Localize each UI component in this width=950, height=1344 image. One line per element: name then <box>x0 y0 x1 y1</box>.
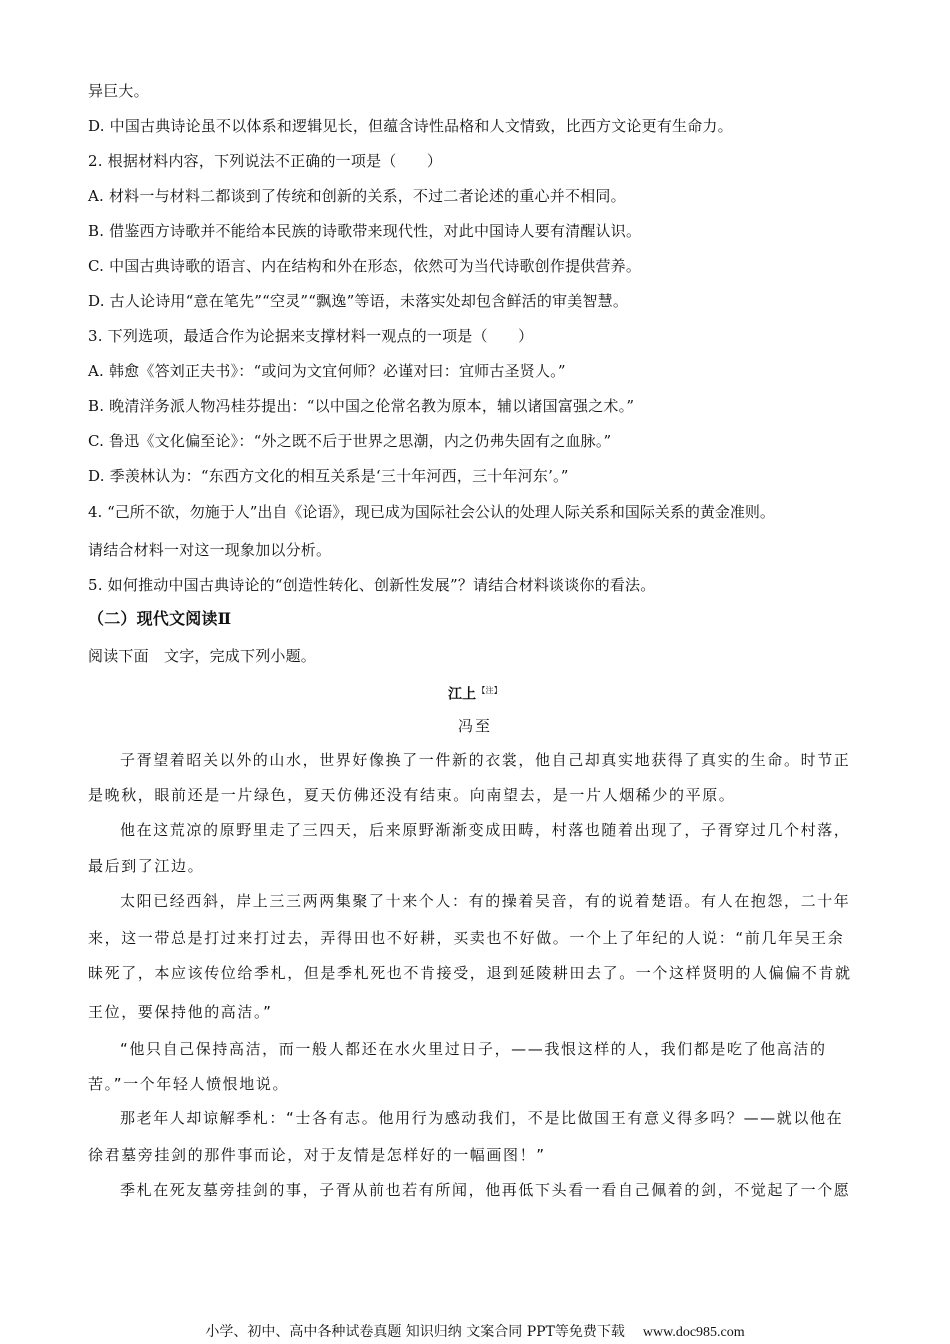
story-title <box>0 681 950 705</box>
section-heading: （二）现代文阅读Ⅱ <box>88 609 232 628</box>
question-line: 3. 下列选项，最适合作为论据来支撑材料一观点的一项是（ ） <box>88 327 534 345</box>
footer-site-link[interactable]: www.doc985.com <box>642 1325 745 1340</box>
story-title-note: 【注】 <box>477 686 502 695</box>
footer-text: 小学、初中、高中各种试卷真题 知识归纳 文案合同 PPT等免费下载 <box>205 1324 625 1340</box>
option-line: D. 古人论诗用“意在笔先”“空灵”“飘逸”等语，未落实处却包含鲜活的审美智慧。 <box>88 292 629 310</box>
question-line: 请结合材料一对这一现象加以分析。 <box>88 541 332 559</box>
story-author: 冯至 <box>457 717 492 735</box>
story-line: 最后到了江边。 <box>88 857 205 875</box>
option-line: B. 借鉴西方诗歌并不能给本民族的诗歌带来现代性，对此中国诗人要有清醒认识。 <box>88 222 642 240</box>
story-line: 苦。”一个年轻人愤恨地说。 <box>88 1075 290 1093</box>
page-footer <box>0 1322 950 1343</box>
text-line: 异巨大。 <box>88 82 149 100</box>
option-line: A. 韩愈《答刘正夫书》：“或问为文宜何师？必谨对曰：宜师古圣贤人。” <box>88 362 566 380</box>
option-line: A. 材料一与材料二都谈到了传统和创新的关系，不过二者论述的重心并不相同。 <box>88 187 626 205</box>
story-line: 昧死了，本应该传位给季札，但是季札死也不肯接受，退到延陵耕田去了。一个这样贤明的人偏偏不肯就 <box>88 964 852 982</box>
story-title-text: 江上 <box>447 686 477 703</box>
story-line: 那老年人却谅解季札：“士各有志。他用行为感动我们，不是比做国王有意义得多吗？——就以他在 <box>120 1109 844 1127</box>
instruction-line: 阅读下面 文字，完成下列小题。 <box>88 647 317 665</box>
option-line: D. 季羡林认为：“东西方文化的相互关系是‘三十年河西，三十年河东’。” <box>88 467 569 485</box>
option-line: C. 鲁迅《文化偏至论》：“外之既不后于世界之思潮，内之仍弗失固有之血脉。” <box>88 432 612 450</box>
option-line: C. 中国古典诗歌的语言、内在结构和外在形态，依然可为当代诗歌创作提供营养。 <box>88 257 642 275</box>
story-line: 徐君墓旁挂剑的那件事而论，对于友情是怎样好的一幅画图！” <box>88 1146 546 1164</box>
question-line: 2. 根据材料内容，下列说法不正确的一项是（ ） <box>88 152 443 170</box>
story-line: “他只自己保持高洁，而一般人都还在水火里过日子，——我恨这样的人，我们都是吃了他高洁的 <box>120 1040 827 1058</box>
story-line: 太阳已经西斜，岸上三三两两集聚了十来个人：有的操着吴音，有的说着楚语。有人在抱怨，二十年 <box>120 892 851 910</box>
story-line: 子胥望着昭关以外的山水，世界好像换了一件新的衣裳，他自己却真实地获得了真实的生命。时节正 <box>120 751 851 769</box>
story-line: 季札在死友墓旁挂剑的事，子胥从前也若有所闻，他再低下头看一看自己佩着的剑，不觉起了一个愿 <box>120 1181 851 1199</box>
question-line: 4. “己所不欲，勿施于人”出自《论语》，现已成为国际社会公认的处理人际关系和国际关系的黄金准则。 <box>88 503 775 521</box>
story-line: 是晚秋，眼前还是一片绿色，夏天仿佛还没有结束。向南望去，是一片人烟稀少的平原。 <box>88 786 736 804</box>
option-line: B. 晚清洋务派人物冯桂芬提出：“以中国之伦常名教为原本，辅以诸国富强之术。” <box>88 397 635 415</box>
story-line: 来，这一带总是打过来打过去，弄得田也不好耕，买卖也不好做。一个上了年纪的人说：“前几年吴王余 <box>88 929 845 947</box>
option-line: D. 中国古典诗论虽不以体系和逻辑见长，但蕴含诗性品格和人文情致，比西方文论更有生命力。 <box>88 117 733 135</box>
question-line: 5. 如何推动中国古典诗论的“创造性转化、创新性发展”？请结合材料谈谈你的看法。 <box>88 576 656 594</box>
story-line: 他在这荒凉的原野里走了三四天，后来原野渐渐变成田畴，村落也随着出现了，子胥穿过几个村落， <box>120 821 851 839</box>
story-line: 王位，要保持他的高洁。” <box>88 1003 273 1021</box>
